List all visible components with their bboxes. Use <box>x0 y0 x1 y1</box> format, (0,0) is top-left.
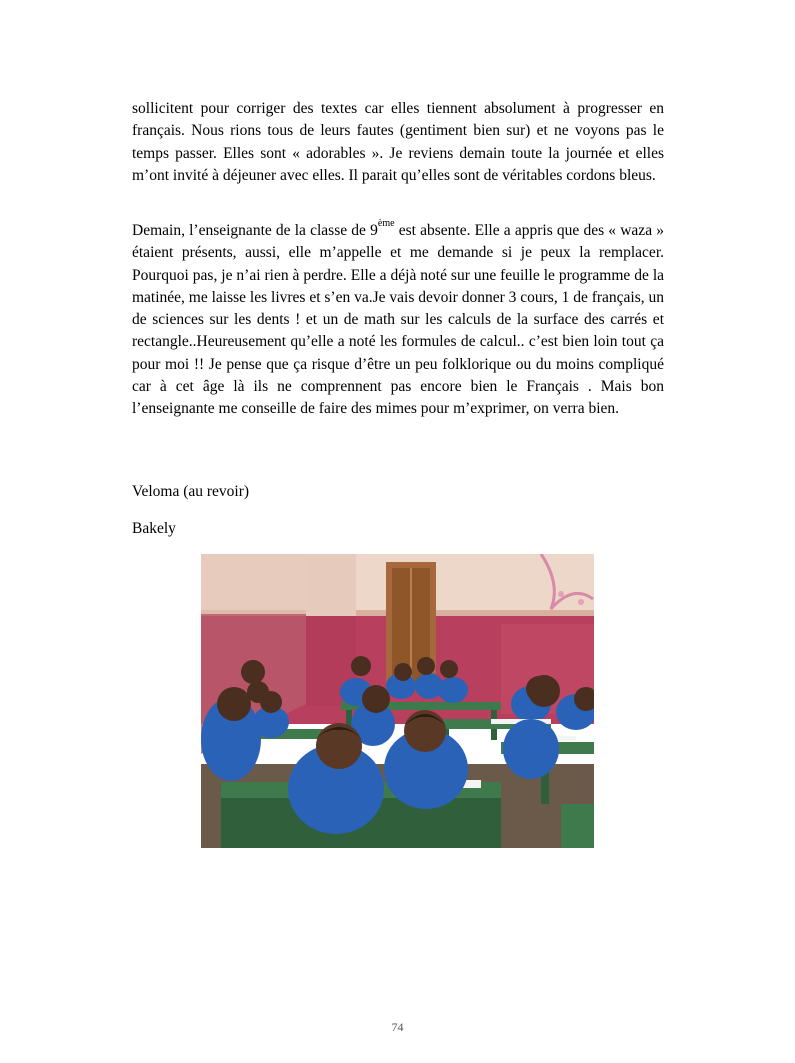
classroom-photo <box>201 554 594 848</box>
paragraph-2 <box>132 220 664 421</box>
superscript-eme: ème <box>377 218 395 229</box>
paragraph-1 <box>132 98 664 187</box>
signature: Bakely <box>132 520 176 537</box>
closing-line: Veloma (au revoir) <box>132 483 250 500</box>
paragraph-2-after: est absente. Elle a appris que des « waza » étaient présents, aussi, elle m’appelle et me demande si je peux la remplacer. Pourquoi pas, je n’ai rien à perdre. Elle a déjà noté sur une feuille le programme de la matinée, me laisse les livres et s’en va.Je vais devoir donner 3 cours, 1 de français, un de sciences sur les dents ! et un de math sur les calculs de la surface des carrés et rectangle..Heureusement qu’elle a noté les formules de calcul.. c’est bien loin tout ça pour moi !! Je pense que ça risque d’être un peu folklorique ou du moins compliqué car à cet âge là ils ne comprennent pas encore bien le Français . Mais bon l’enseignante me conseille de faire des mimes pour m’exprimer, on verra bien. <box>132 222 665 418</box>
page-number: 74 <box>391 1020 404 1034</box>
paragraph-2-text <box>132 220 664 421</box>
classroom-photo-drawing <box>201 554 594 848</box>
paragraph-1-text: sollicitent pour corriger des textes car elles tiennent absolument à progresser en français. Nous rions tous de leurs fautes (gentiment bien sur) et ne voyons pas le temps passer. Elles sont « adorables ». Je reviens demain toute la journée et elles m’ont invité à déjeuner avec elles. Il parait qu’elles sont de véritables cordons bleus. <box>132 100 664 184</box>
paragraph-2-before: Demain, l’enseignante de la classe de 9 <box>132 222 378 239</box>
